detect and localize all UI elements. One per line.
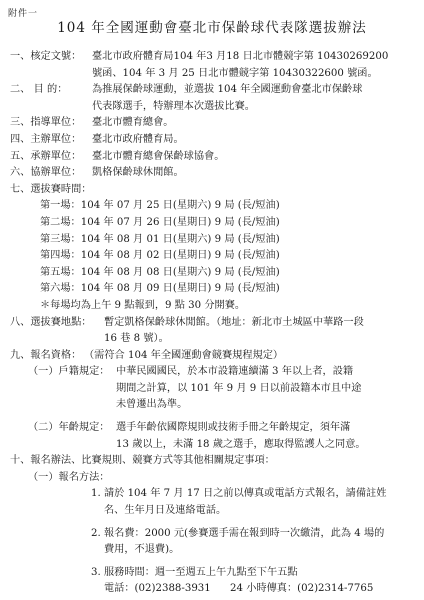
section-text: 號函、104 年 3 月 25 日北市體競字第 10430322600 號函。 [92, 67, 378, 79]
game-text: 第四場：104 年 08 月 02 日(星期日) 9 局 (長/短油) [40, 250, 280, 262]
section-co-organizer [0, 165, 424, 182]
section-text: 臺北市體育總會保齡球協會。 [92, 150, 225, 162]
registration-method [0, 470, 424, 487]
section-label: 七、選拔賽時間： [10, 183, 92, 195]
registration-item-1-cont [0, 503, 424, 520]
section-purpose [0, 82, 424, 99]
section-approval [0, 49, 424, 66]
schedule-game [0, 265, 424, 282]
eligibility-age [0, 420, 424, 437]
section-label: 八、選拔賽地點： [10, 316, 92, 328]
schedule-game [0, 232, 424, 249]
subsection-text: 13 歲以上，未滿 18 歲之選手，應取得監護人之同意。 [116, 438, 366, 450]
item-text: 3. 服務時間：週一至週五上午九點至下午五點 [91, 566, 298, 578]
section-organizer [0, 132, 424, 149]
section-venue-cont [0, 331, 424, 348]
document-title: 104 年全國運動會臺北市保齡球代表隊選拔辦法 [57, 20, 367, 36]
eligibility-residence [0, 364, 424, 381]
section-text: 臺北市體育總會。 [92, 117, 174, 129]
section-schedule [0, 182, 424, 199]
game-text: 第三場：104 年 08 月 01 日(星期六) 9 局 (長/短油) [40, 233, 280, 245]
schedule-game [0, 281, 424, 298]
section-label: 一、核定文號： [10, 51, 82, 62]
schedule-note [0, 298, 424, 315]
subsection-text: 選手年齡依國際規則或技術手冊之年齡規定，須年滿 [116, 422, 351, 434]
registration-contact [0, 581, 424, 598]
section-text: 臺北市政府體育局。 [92, 133, 184, 145]
section-approval-cont [0, 66, 424, 83]
section-label: 九、報名資格： [10, 349, 82, 361]
game-text: 第五場：104 年 08 月 08 日(星期六) 9 局 (長/短油) [40, 266, 280, 278]
subsection-label: （一）戶籍規定： [28, 366, 110, 378]
section-label: 四、主辦單位： [10, 133, 82, 145]
registration-item-2 [0, 526, 424, 543]
item-text: 名、生年月日及連絡電話。 [104, 505, 227, 517]
section-venue [0, 315, 424, 332]
section-label: 五、承辦單位： [10, 150, 82, 162]
section-text: 代表隊選手，特辦理本次選拔比賽。 [92, 100, 255, 112]
schedule-game [0, 248, 424, 265]
section-text: （需符合 104 年全國運動會競賽規程規定） [84, 349, 284, 361]
section-label: 三、指導單位： [10, 117, 82, 129]
schedule-game [0, 198, 424, 215]
subsection-label: （二）年齡規定： [28, 422, 110, 434]
section-text: 暫定凱格保齡球休閒館。（地址：新北市土城區中華路一段 [104, 316, 364, 328]
section-label: 六、協辦單位： [10, 167, 82, 179]
section-registration [0, 453, 424, 470]
item-text: 1. 請於 104 年 7 月 17 日之前以傳真或電話方式報名，請備註姓 [91, 488, 387, 500]
registration-item-2-cont [0, 542, 424, 559]
annex-label: 附件一 [8, 9, 39, 19]
subsection-text: 期間之計算，以 101 年 9 月 9 日以前設籍本市且中途 [116, 382, 362, 394]
section-eligibility [0, 348, 424, 365]
section-text: 為推展保齡球運動，並選拔 104 年全國運動會臺北市保齡球 [92, 84, 363, 96]
schedule-game [0, 215, 424, 232]
game-text: 第一場：104 年 07 月 25 日(星期六) 9 局 (長/短油) [40, 200, 280, 212]
subsection-text: 未曾遷出為準。 [116, 399, 188, 411]
eligibility-residence-cont [0, 381, 424, 398]
note-text: ＊每場均為上午 9 點報到，9 點 30 分開賽。 [40, 299, 246, 311]
subsection-label: （一）報名方法： [28, 471, 110, 483]
section-executor [0, 149, 424, 166]
phone-text: 電話：(02)2388-3931 [104, 583, 211, 595]
document-body [0, 49, 424, 598]
subsection-text: 中華民國國民，於本市設籍連續滿 3 年以上者，設籍 [116, 366, 354, 378]
registration-item-1 [0, 486, 424, 503]
section-text: 臺北市政府體育局104 年3 月18 日北市體競字第 10430269200 [92, 51, 389, 62]
item-text: 2. 報名費：2000 元(參賽選手需在報到時一次繳清，此為 4 場的 [91, 527, 385, 539]
registration-item-3 [0, 565, 424, 582]
eligibility-residence-cont [0, 397, 424, 414]
section-text: 凱格保齡球休閒館。 [92, 167, 184, 179]
section-text: 16 巷 8 號）。 [104, 333, 169, 345]
section-label: 二、 目 的： [10, 84, 68, 96]
item-text: 費用，不退費)。 [104, 544, 180, 556]
section-label: 十、報名辦法、比賽規則、競賽方式等其他相關規定事項： [10, 455, 275, 467]
section-purpose-cont [0, 99, 424, 116]
game-text: 第二場：104 年 07 月 26 日(星期日) 9 局 (長/短油) [40, 216, 280, 228]
game-text: 第六場：104 年 08 月 09 日(星期日) 9 局 (長/短油) [40, 283, 280, 295]
section-supervisor [0, 115, 424, 132]
fax-text: 24 小時傳真：(02)2314-7765 [230, 583, 374, 595]
eligibility-age-cont [0, 437, 424, 454]
